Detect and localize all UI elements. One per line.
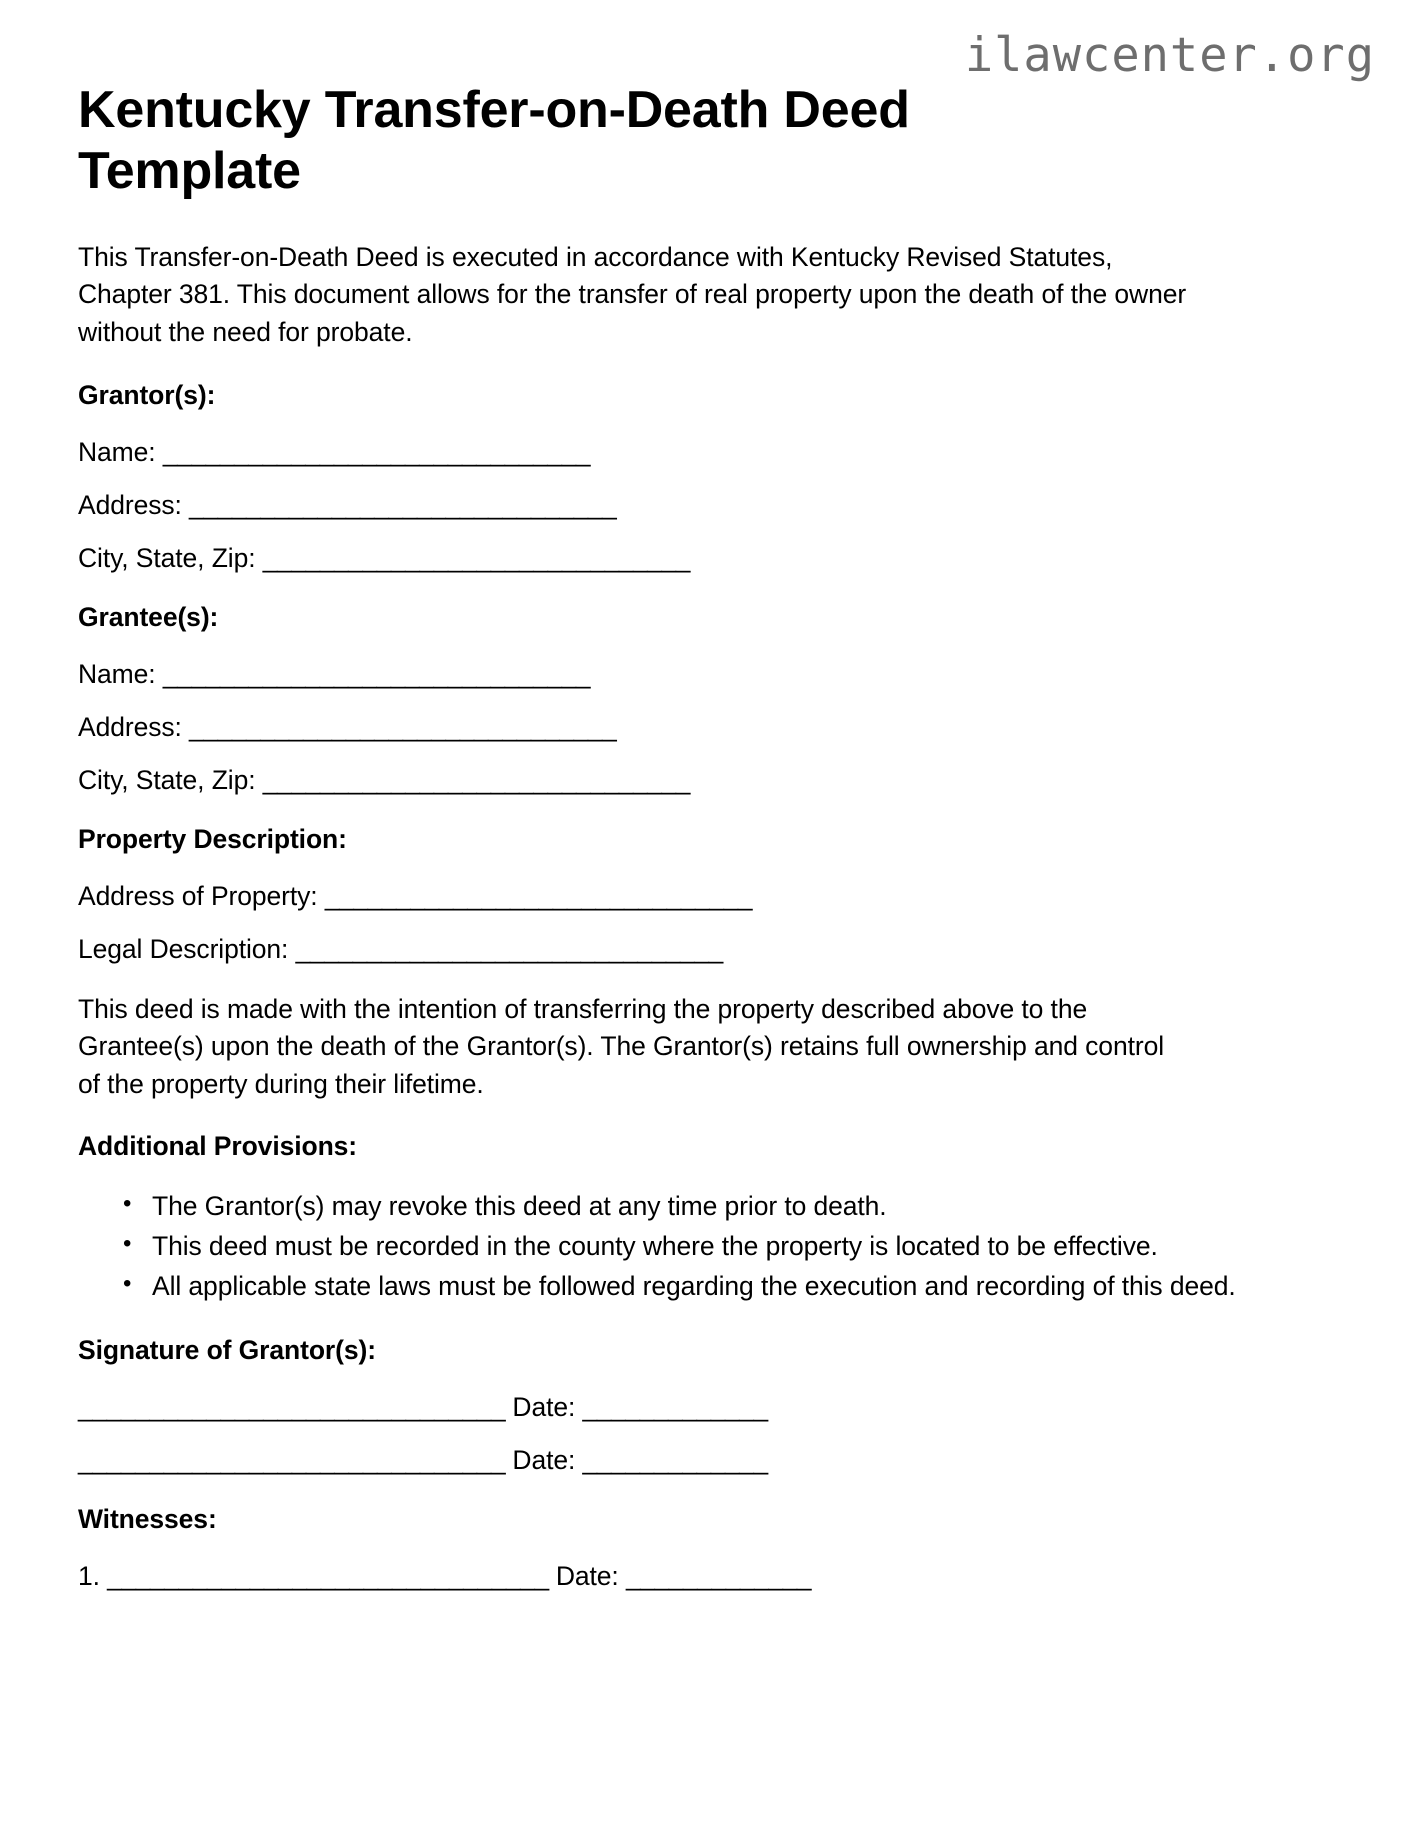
additional-provisions-list	[78, 1188, 1272, 1305]
signature-blank[interactable]: ______________________________	[78, 1445, 506, 1476]
field-label: Legal Description:	[78, 933, 289, 964]
list-item: • This deed must be recorded in the county where the property is located to be effective.	[152, 1228, 1272, 1266]
field-property-address	[78, 881, 1333, 912]
spacer	[78, 1366, 1333, 1392]
date-label: Date:	[512, 1392, 576, 1423]
spacer	[78, 1103, 1333, 1131]
spacer	[78, 352, 1333, 380]
spacer	[78, 965, 1333, 991]
witness-blank[interactable]: _______________________________	[107, 1561, 549, 1592]
page-title: Kentucky Transfer-on-Death Deed Template	[78, 81, 910, 201]
field-label: Address:	[78, 489, 182, 520]
spacer	[78, 633, 1333, 659]
spacer	[78, 574, 1333, 602]
field-label: City, State, Zip:	[78, 542, 256, 573]
spacer	[78, 1423, 1333, 1445]
field-blank[interactable]: ______________________________	[189, 711, 617, 742]
spacer	[78, 1535, 1333, 1561]
spacer	[78, 521, 1333, 543]
intro-paragraph: This Transfer-on-Death Deed is executed in accordance with Kentucky Revised Statutes, Chapter 381. This document allows for the transfer of real property upon the death of the owner without the need for probate.	[78, 241, 1187, 347]
field-label: Name:	[78, 436, 156, 467]
site-watermark: ilawcenter.org	[964, 28, 1375, 83]
section-heading-signature: Signature of Grantor(s):	[78, 1335, 376, 1366]
field-grantor-city-state-zip	[78, 543, 1333, 574]
spacer	[78, 411, 1333, 437]
field-label: Address:	[78, 711, 182, 742]
spacer	[78, 1307, 1333, 1335]
list-item: • All applicable state laws must be followed regarding the execution and recording of this deed.	[152, 1268, 1272, 1306]
section-heading-grantor: Grantor(s):	[78, 379, 216, 410]
date-blank[interactable]: _____________	[582, 1392, 768, 1423]
field-blank[interactable]: ______________________________	[324, 880, 752, 911]
field-label: Address of Property:	[78, 880, 318, 911]
spacer	[78, 743, 1333, 765]
date-blank[interactable]: _____________	[625, 1561, 812, 1592]
witness-number: 1.	[78, 1561, 100, 1592]
field-blank[interactable]: ______________________________	[162, 658, 590, 689]
spacer	[78, 690, 1333, 712]
witness-row-1	[78, 1561, 1333, 1592]
section-heading-property-description: Property Description:	[78, 823, 347, 854]
signature-row-1	[78, 1392, 1333, 1423]
field-grantor-address	[78, 490, 1333, 521]
section-heading-additional-provisions: Additional Provisions:	[78, 1131, 358, 1162]
field-label: Name:	[78, 658, 156, 689]
field-blank[interactable]: ______________________________	[262, 542, 690, 573]
field-grantee-address	[78, 712, 1333, 743]
field-label: City, State, Zip:	[78, 764, 256, 795]
field-blank[interactable]: ______________________________	[162, 436, 590, 467]
signature-blank[interactable]: ______________________________	[78, 1392, 506, 1423]
section-heading-grantee: Grantee(s):	[78, 601, 219, 632]
field-grantor-name	[78, 437, 1333, 468]
spacer	[78, 1162, 1333, 1188]
spacer	[78, 468, 1333, 490]
list-item: • The Grantor(s) may revoke this deed at any time prior to death.	[152, 1188, 1272, 1226]
date-label: Date:	[555, 1561, 619, 1592]
spacer	[78, 796, 1333, 824]
field-grantee-city-state-zip	[78, 765, 1333, 796]
date-label: Date:	[512, 1445, 576, 1476]
date-blank[interactable]: _____________	[582, 1445, 768, 1476]
spacer	[78, 203, 1333, 239]
intent-paragraph: This deed is made with the intention of transferring the property described above to the Grantee(s) upon the death of the Grantor(s). The Grantor(s) retains full ownership and control of the property during their lifetime.	[78, 993, 1164, 1099]
field-blank[interactable]: ______________________________	[262, 764, 690, 795]
signature-row-2	[78, 1445, 1333, 1476]
section-heading-witnesses: Witnesses:	[78, 1504, 217, 1535]
field-legal-description	[78, 934, 1333, 965]
spacer	[78, 855, 1333, 881]
field-blank[interactable]: ______________________________	[295, 933, 723, 964]
spacer	[78, 1476, 1333, 1504]
spacer	[78, 912, 1333, 934]
field-grantee-name	[78, 659, 1333, 690]
field-blank[interactable]: ______________________________	[189, 489, 617, 520]
